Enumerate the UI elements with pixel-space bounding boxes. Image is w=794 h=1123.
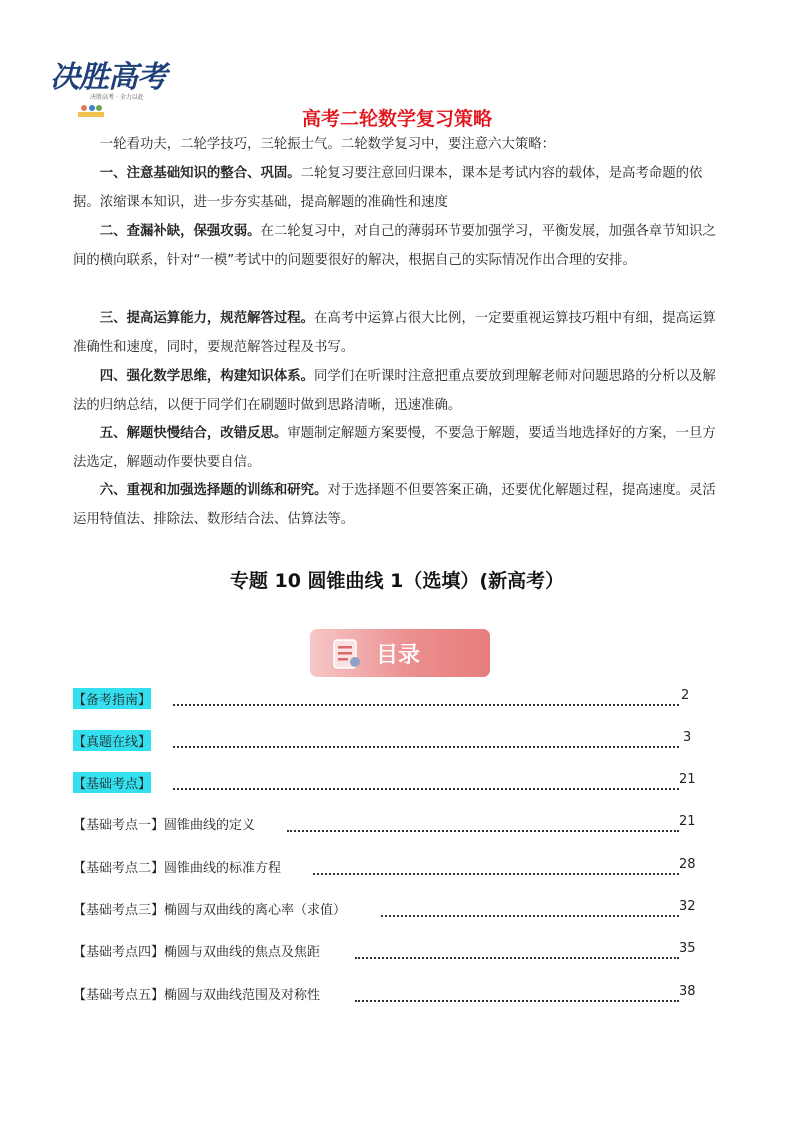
strategy-3 bbox=[73, 304, 723, 362]
toc-leader bbox=[355, 957, 679, 959]
strategy-body: 对于选择题不但要答案正确，还要优化解题过程，提高速度。灵活运用特值法、排除法、数形结合法、估算法等。 bbox=[73, 483, 716, 527]
toc-entry[interactable] bbox=[73, 772, 713, 794]
strategy-body: 在二轮复习中，对自己的薄弱环节要加强学习，平衡发展，加强各章节知识之间的横向联系，针对“一模”考试中的问题要很好的解决，根据自己的实际情况作出合理的安排。 bbox=[73, 224, 716, 268]
toc-entry[interactable] bbox=[73, 857, 713, 879]
intro-paragraph bbox=[73, 130, 723, 159]
toc-page-number: 2 bbox=[681, 688, 690, 703]
toc-entry[interactable] bbox=[73, 941, 713, 963]
strategy-lead: 四、强化数学思维，构建知识体系。 bbox=[99, 369, 315, 384]
toc-page-number: 21 bbox=[679, 772, 696, 787]
toc-entry-label: 【基础考点五】椭圆与双曲线范围及对称性 bbox=[73, 988, 321, 1003]
strategy-1 bbox=[73, 159, 723, 217]
toc-leader bbox=[173, 704, 679, 706]
strategy-body: 在高考中运算占很大比例，一定要重视运算技巧粗中有细，提高运算准确性和速度，同时，要规范解答过程及书写。 bbox=[73, 311, 716, 355]
strategy-lead: 一、注意基础知识的整合、巩固。 bbox=[99, 166, 301, 181]
toc-page-number: 35 bbox=[679, 941, 696, 956]
strategy-lead: 五、解题快慢结合，改错反思。 bbox=[99, 426, 288, 441]
strategy-body: 二轮复习要注意回归课本，课本是考试内容的载体，是高考命题的依据。浓缩课本知识，进一步夯实基础，提高解题的准确性和速度 bbox=[73, 166, 703, 210]
toc-leader bbox=[313, 873, 679, 875]
toc-entry[interactable] bbox=[73, 899, 713, 921]
logo-subtitle: 决胜高考 · 全力以赴 bbox=[90, 94, 144, 101]
toc-page-number: 38 bbox=[679, 984, 696, 999]
strategy-body: 同学们在听课时注意把重点要放到理解老师对问题思路的分析以及解法的归纳总结，以便于同学们在刷题时做到思路清晰，迅速准确。 bbox=[73, 369, 716, 413]
strategy-body: 审题制定解题方案要慢，不要急于解题，要适当地选择好的方案，一旦方法选定，解题动作要快要自信。 bbox=[73, 426, 716, 470]
toc-page-number: 28 bbox=[679, 857, 696, 872]
intro-text: 一轮看功夫，二轮学技巧，三轮振士气。二轮数学复习中，要注意六大策略： bbox=[99, 137, 556, 152]
strategy-4 bbox=[73, 362, 723, 420]
logo-text: 决胜高考 bbox=[50, 60, 166, 95]
toc-leader bbox=[173, 788, 679, 790]
toc-leader bbox=[173, 746, 679, 748]
toc-entry[interactable] bbox=[73, 814, 713, 836]
toc-entry[interactable] bbox=[73, 730, 713, 752]
toc-entry-label: 【基础考点一】圆锥曲线的定义 bbox=[73, 818, 256, 833]
toc-leader bbox=[287, 830, 679, 832]
toc-entry-label: 【基础考点二】圆锥曲线的标准方程 bbox=[73, 861, 282, 876]
toc-leader bbox=[355, 1000, 679, 1002]
strategy-lead: 三、提高运算能力，规范解答过程。 bbox=[99, 311, 315, 326]
toc-page-number: 3 bbox=[683, 730, 692, 745]
toc-leader bbox=[381, 915, 679, 917]
toc-page-number: 32 bbox=[679, 899, 696, 914]
toc-entry-label: 【真题在线】 bbox=[73, 730, 151, 751]
strategy-6 bbox=[73, 476, 723, 534]
toc-entry[interactable] bbox=[73, 984, 713, 1006]
page-title: 高考二轮数学复习策略 bbox=[301, 108, 492, 130]
toc-entry-label: 【基础考点】 bbox=[73, 772, 151, 793]
strategy-lead: 六、重视和加强选择题的训练和研究。 bbox=[99, 483, 328, 498]
toc-label: 目录 bbox=[376, 643, 421, 668]
strategy-5 bbox=[73, 419, 723, 477]
toc-entry[interactable] bbox=[73, 688, 713, 710]
toc-entry-label: 【备考指南】 bbox=[73, 688, 151, 709]
toc-entry-label: 【基础考点四】椭圆与双曲线的焦点及焦距 bbox=[73, 945, 321, 960]
toc-entry-label: 【基础考点三】椭圆与双曲线的离心率（求值） bbox=[73, 903, 347, 918]
document-icon bbox=[332, 638, 362, 670]
strategy-2 bbox=[73, 217, 723, 275]
toc-badge bbox=[310, 629, 490, 677]
toc-page-number: 21 bbox=[679, 814, 696, 829]
topic-title: 专题 10 圆锥曲线 1（选填）(新高考） bbox=[229, 570, 565, 592]
strategy-lead: 二、查漏补缺，保强攻弱。 bbox=[99, 224, 261, 239]
